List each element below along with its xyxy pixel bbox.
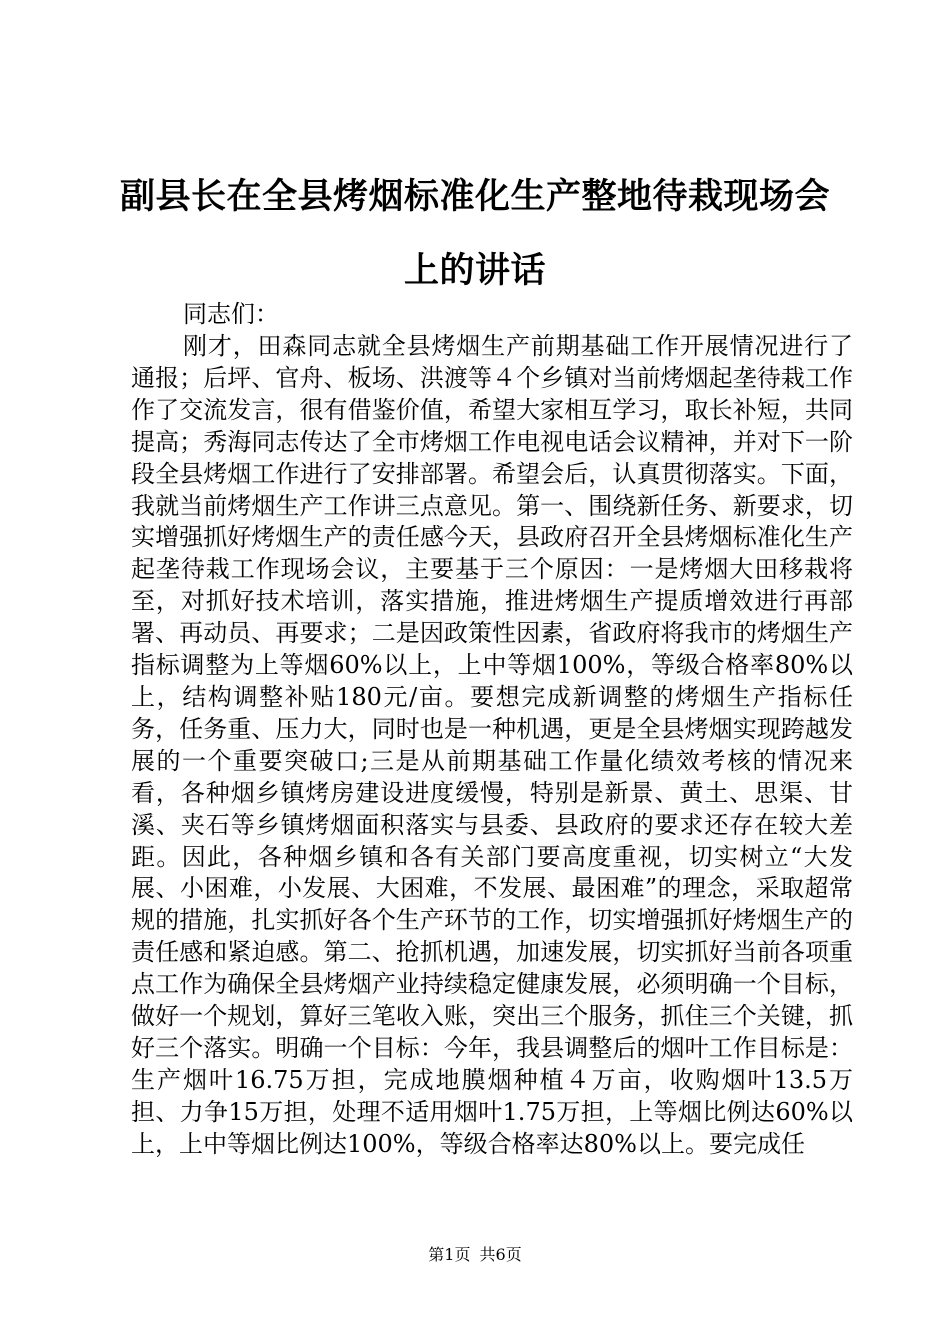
page-number-total: 共6页 <box>479 1245 522 1264</box>
page-title: 副县长在全县烤烟标准化生产整地待栽现场会上的讲话 <box>120 177 831 291</box>
page-number-current: 第1页 <box>428 1245 471 1264</box>
salutation: 同志们： <box>183 300 279 328</box>
body-paragraph: 刚才，田森同志就全县烤烟生产前期基础工作开展情况进行了通报；后坪、官舟、板场、洪渡等４个乡镇对当前烤烟起垄待栽工作作了交流发言，很有借鉴价值，希望大家相互学习，取长补短，共同提高；秀海同志传达了全市烤烟工作电视电话会议精神，并对下一阶段全县烤烟工作进行了安排部署。希望会后，认真贯彻落实。下面，我就当前烤烟生产工作讲三点意见。第一、围绕新任务、新要求，切实增强抓好烤烟生产的责任感今天，县政府召开全县烤烟标准化生产起垄待栽工作现场会议，主要基于三个原因：一是烤烟大田移栽将至，对抓好技术培训，落实措施，推进烤烟生产提质增效进行再部署、再动员、再要求；二是因政策性因素，省政府将我市的烤烟生产指标调整为上等烟60%以上，上中等烟100%，等级合格率80%以上，结构调整补贴180元/亩。要想完成新调整的烤烟生产指标任务，任务重、压力大，同时也是一种机遇，更是全县烤烟实现跨越发展的一个重要突破口;三是从前期基础工作量化绩效考核的情况来看，各种烟乡镇烤房建设进度缓慢，特别是新景、黄土、思渠、甘溪、夹石等乡镇烤烟面积落实与县委、县政府的要求还存在较大差距。因此，各种烟乡镇和各有关部门要高度重视，切实树立“大发展、小困难，小发展、大困难，不发展、最困难”的理念，采取超常规的措施，扎实抓好各个生产环节的工作，切实增强抓好烤烟生产的责任感和紧迫感。第二、抢抓机遇，加速发展，切实抓好当前各项重点工作为确保全县烤烟产业持续稳定健康发展，必须明确一个目标，做好一个规划，算好三笔收入账，突出三个服务，抓住三个关键，抓好三个落实。明确一个目标：今年，我县调整后的烟叶工作目标是：生产烟叶16.75万担，完成地膜烟种植４万亩，收购烟叶13.5万担、力争15万担，处理不适用烟叶1.75万担，上等烟比例达60%以上，上中等烟比例达100%，等级合格率达80%以上。要完成任 <box>131 332 853 1158</box>
page-footer <box>0 1244 950 1266</box>
